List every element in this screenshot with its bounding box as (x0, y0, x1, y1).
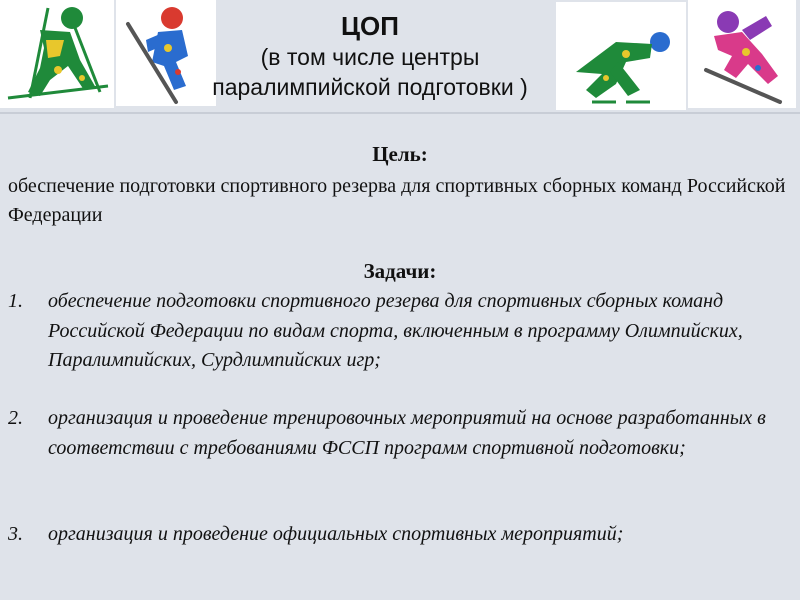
title-subtitle-line2: паралимпийской подготовки ) (212, 74, 528, 100)
task-text: обеспечение подготовки спортивного резерва для спортивных сборных команд Российской Федерации по видам спорта, включенным в программу Олимпийских, Паралимпийских, Сурдлимпийских игр; (48, 290, 743, 371)
goal-text: обеспечение подготовки спортивного резерва для спортивных сборных команд Российской Федерации (8, 175, 786, 226)
slide-title (180, 10, 560, 102)
task-number: 3. (8, 523, 23, 545)
task-text: организация и проведение официальных спортивных мероприятий; (48, 523, 624, 545)
header-divider (0, 112, 800, 114)
biathlon-pictogram (0, 0, 114, 108)
title-subtitle-line1: (в том числе центры (260, 44, 480, 70)
goal-heading: Цель: (372, 142, 428, 166)
snowboard-cross-pictogram (688, 0, 796, 108)
task-number: 2. (8, 407, 23, 429)
tasks-heading: Задачи: (363, 259, 437, 283)
title-heading: ЦОП (341, 11, 399, 41)
task-number: 1. (8, 290, 23, 312)
speed-skating-pictogram (556, 2, 686, 110)
task-text: организация и проведение тренировочных мероприятий на основе разработанных в соответствии с требованиями ФССП программ спортивной подготовки; (48, 407, 766, 459)
